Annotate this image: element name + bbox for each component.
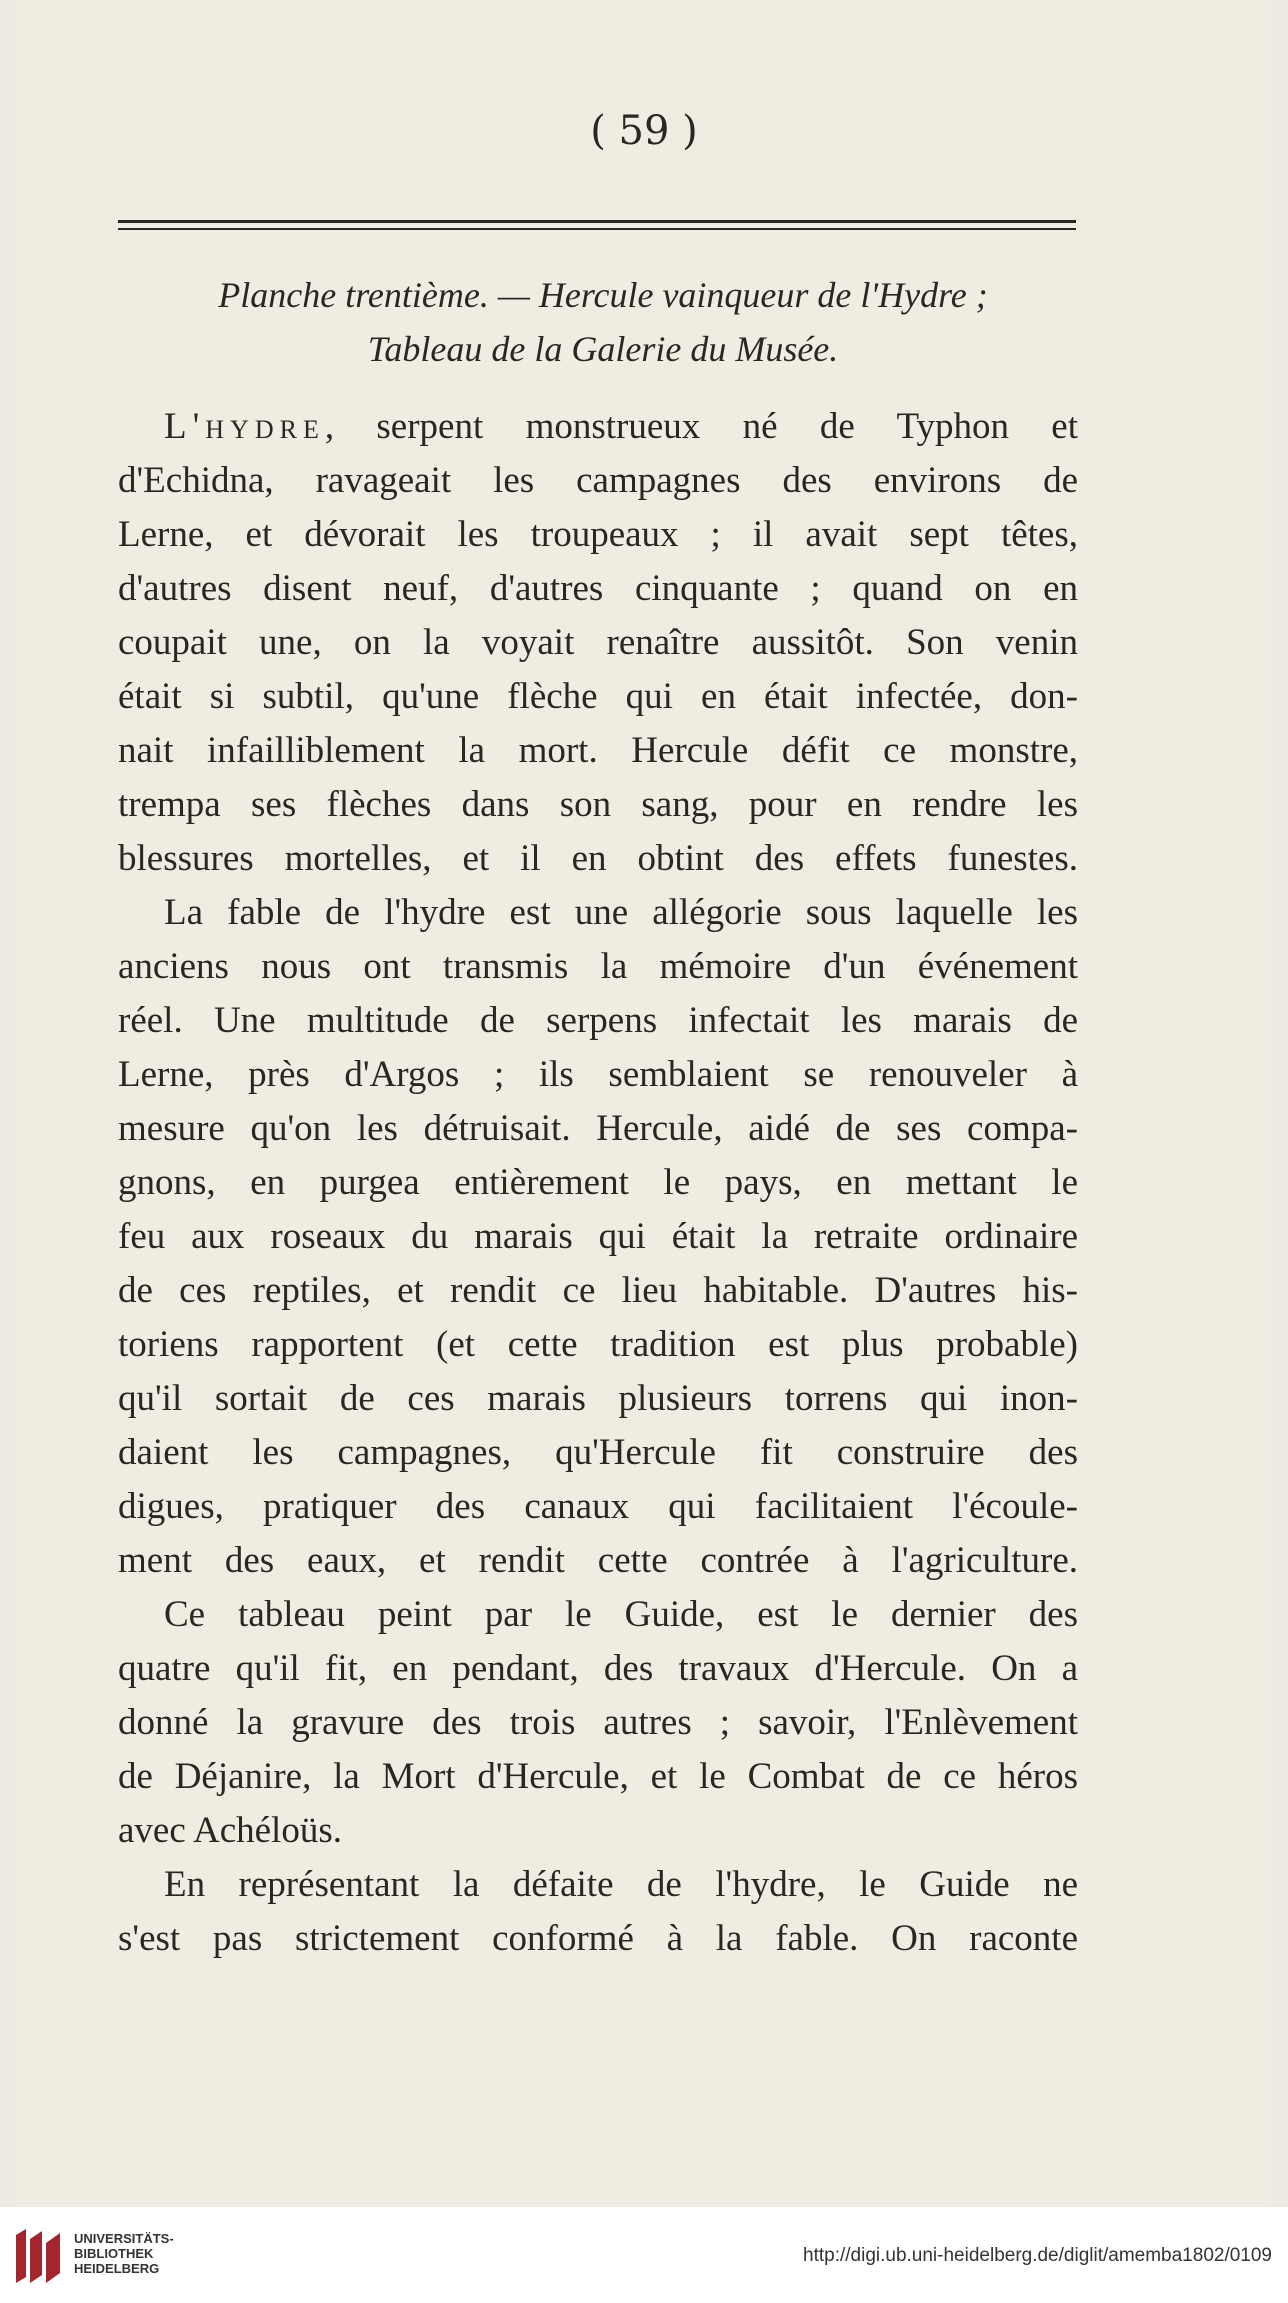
drop-word: L'hydre bbox=[164, 406, 325, 447]
text-line: mesure qu'on les détruisait. Hercule, aidé de ses compa- bbox=[118, 1108, 1078, 1149]
caption-line: Tableau de la Galerie du Musée. bbox=[367, 329, 839, 369]
text-line: s'est pas strictement conformé à la fable. On raconte bbox=[118, 1918, 1078, 1959]
text-line: Lerne, près d'Argos ; ils semblaient se renouveler à bbox=[118, 1054, 1078, 1095]
text-line: qu'il sortait de ces marais plusieurs torrens qui inon- bbox=[118, 1378, 1078, 1419]
text-line: donné la gravure des trois autres ; savoir, l'Enlèvement bbox=[118, 1702, 1078, 1743]
plate-caption bbox=[118, 268, 1088, 376]
text-line: Ce tableau peint par le Guide, est le dernier des bbox=[164, 1594, 1078, 1635]
text-line: ment des eaux, et rendit cette contrée à l'agriculture. bbox=[118, 1540, 1078, 1581]
text-line: de Déjanire, la Mort d'Hercule, et le Combat de ce héros bbox=[118, 1756, 1078, 1797]
source-url-link[interactable]: http://digi.ub.uni-heidelberg.de/diglit/amemba1802/0109 bbox=[803, 2245, 1272, 2266]
text-line: digues, pratiquer des canaux qui facilitaient l'écoule- bbox=[118, 1486, 1078, 1527]
text-line: avec Achéloüs. bbox=[118, 1810, 342, 1851]
page-number: ( 59 ) bbox=[590, 108, 698, 154]
header-rule-thick bbox=[118, 220, 1076, 223]
viewer-footer bbox=[0, 2207, 1288, 2303]
text-line: blessures mortelles, et il en obtint des effets funestes. bbox=[118, 838, 1078, 879]
text-line: daient les campagnes, qu'Hercule fit construire des bbox=[118, 1432, 1078, 1473]
text-line: L'hydre, serpent monstrueux né de Typhon et bbox=[164, 406, 1078, 447]
text-line: de ces reptiles, et rendit ce lieu habitable. D'autres his- bbox=[118, 1270, 1078, 1311]
heidelberg-library-logo-icon bbox=[12, 2225, 66, 2287]
caption-line: Planche trentième. — Hercule vainqueur de l'Hydre ; bbox=[218, 275, 988, 315]
text-line: toriens rapportent (et cette tradition est plus probable) bbox=[118, 1324, 1078, 1365]
text-line: anciens nous ont transmis la mémoire d'un événement bbox=[118, 946, 1078, 987]
text-line: quatre qu'il fit, en pendant, des travaux d'Hercule. On a bbox=[118, 1648, 1078, 1689]
text-line: trempa ses flèches dans son sang, pour en rendre les bbox=[118, 784, 1078, 825]
text-line: La fable de l'hydre est une allégorie sous laquelle les bbox=[164, 892, 1078, 933]
text-line: gnons, en purgea entièrement le pays, en mettant le bbox=[118, 1162, 1078, 1203]
text-line: coupait une, on la voyait renaître aussitôt. Son venin bbox=[118, 622, 1078, 663]
text-line: d'autres disent neuf, d'autres cinquante ; quand on en bbox=[118, 568, 1078, 609]
text-line: Lerne, et dévorait les troupeaux ; il avait sept têtes, bbox=[118, 514, 1078, 555]
text-line: nait infailliblement la mort. Hercule défit ce monstre, bbox=[118, 730, 1078, 771]
text-line: En représentant la défaite de l'hydre, le Guide ne bbox=[164, 1864, 1078, 1905]
text-line: d'Echidna, ravageait les campagnes des environs de bbox=[118, 460, 1078, 501]
logo-shape bbox=[16, 2229, 60, 2283]
text-line: réel. Une multitude de serpens infectait les marais de bbox=[118, 1000, 1078, 1041]
text-line: feu aux roseaux du marais qui était la retraite ordinaire bbox=[118, 1216, 1078, 1257]
header-rule-thin bbox=[118, 228, 1076, 230]
library-name: UNIVERSITÄTS- BIBLIOTHEK HEIDELBERG bbox=[74, 2231, 174, 2276]
text-line: était si subtil, qu'une flèche qui en était infectée, don- bbox=[118, 676, 1078, 717]
body-text bbox=[118, 400, 1078, 1966]
